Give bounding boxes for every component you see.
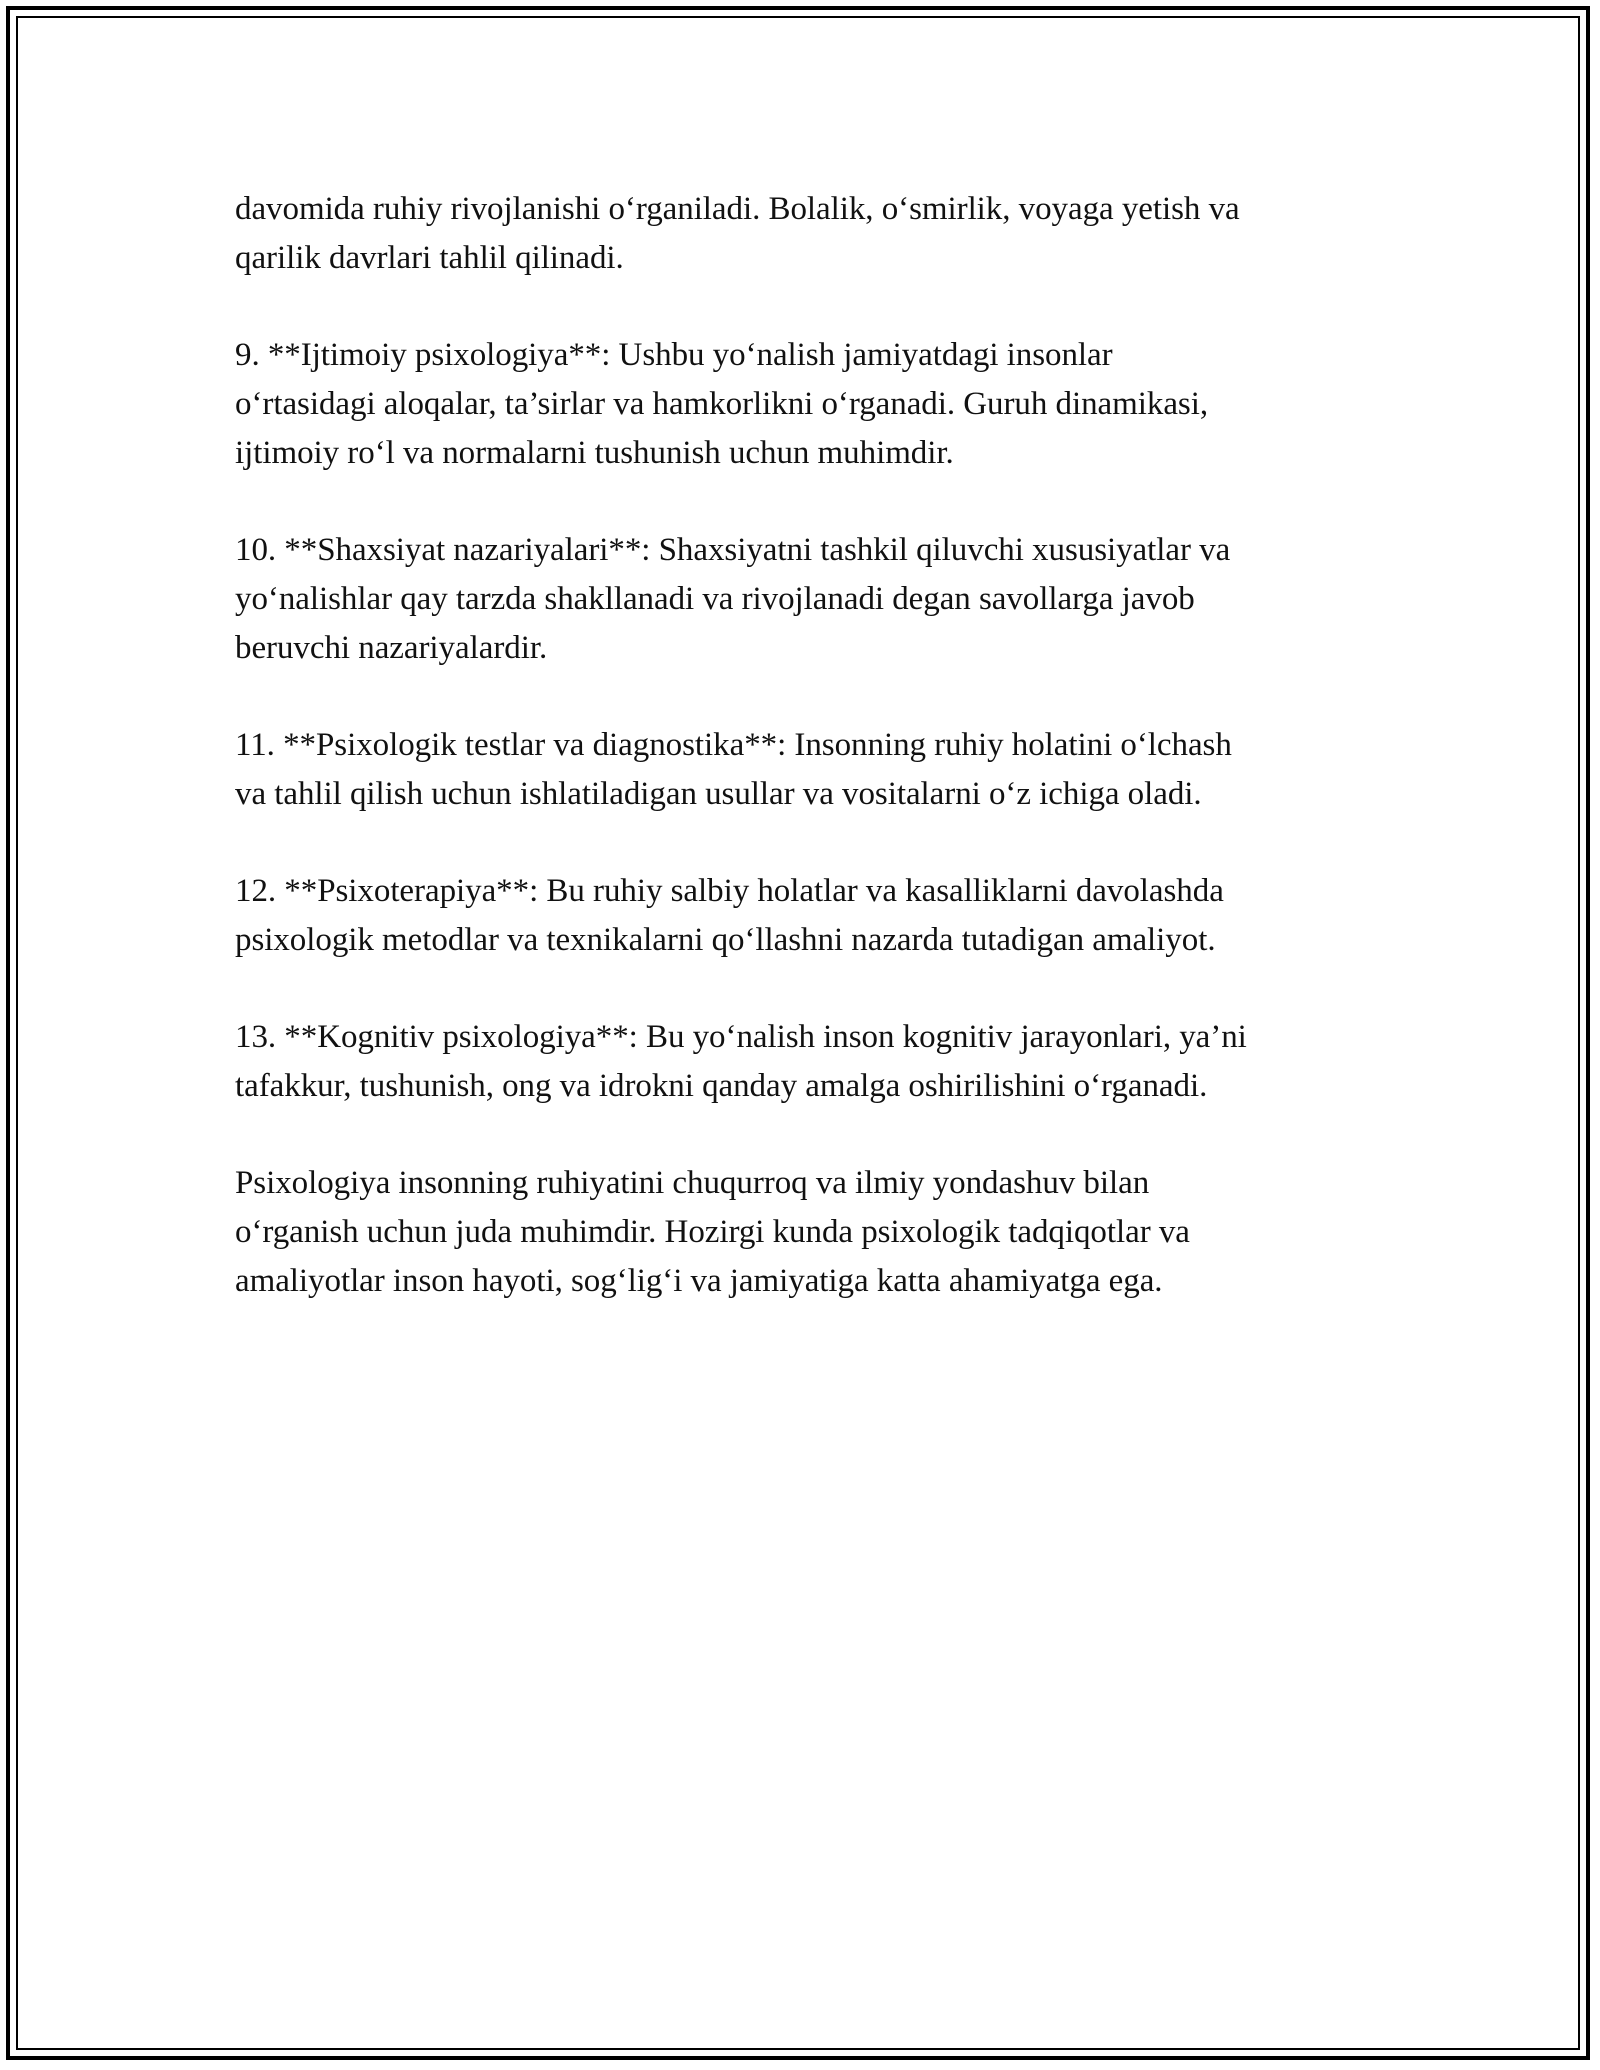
text-line: Psixologiya insonning ruhiyatini chuqurroq va ilmiy yondashuv bilan xyxy=(235,1165,1150,1201)
text-line: qarilik davrlari tahlil qilinadi. xyxy=(235,240,624,276)
text-line: amaliyotlar inson hayoti, sog‘lig‘i va jamiyatiga katta ahamiyatga ega. xyxy=(235,1263,1163,1299)
text-line: va tahlil qilish uchun ishlatiladigan usullar va vositalarni o‘z ichiga oladi. xyxy=(235,776,1202,812)
text-line: 10. **Shaxsiyat nazariyalari**: Shaxsiyatni tashkil qiluvchi xususiyatlar va xyxy=(235,532,1231,568)
paragraph-item-9 xyxy=(235,331,1385,478)
paragraph-conclusion xyxy=(235,1159,1385,1306)
text-line: davomida ruhiy rivojlanishi o‘rganiladi. Bolalik, o‘smirlik, voyaga yetish va xyxy=(235,191,1240,227)
text-line: 9. **Ijtimoiy psixologiya**: Ushbu yo‘nalish jamiyatdagi insonlar xyxy=(235,337,1113,373)
text-line: 13. **Kognitiv psixologiya**: Bu yo‘nalish inson kognitiv jarayonlari, ya’ni xyxy=(235,1019,1247,1055)
paragraph-item-12 xyxy=(235,867,1385,965)
text-line: 11. **Psixologik testlar va diagnostika**: Insonning ruhiy holatini o‘lchash xyxy=(235,727,1232,763)
text-line: tafakkur, tushunish, ong va idrokni qanday amalga oshirilishini o‘rganadi. xyxy=(235,1068,1208,1104)
text-line: yo‘nalishlar qay tarzda shakllanadi va rivojlanadi degan savollarga javob xyxy=(235,581,1195,617)
text-line: 12. **Psixoterapiya**: Bu ruhiy salbiy holatlar va kasalliklarni davolashda xyxy=(235,873,1224,909)
paragraph-item-10 xyxy=(235,526,1385,673)
text-line: psixologik metodlar va texnikalarni qo‘llashni nazarda tutadigan amaliyot. xyxy=(235,922,1216,958)
text-line: o‘rtasidagi aloqalar, ta’sirlar va hamkorlikni o‘rganadi. Guruh dinamikasi, xyxy=(235,386,1209,422)
text-line: ijtimoiy ro‘l va normalarni tushunish uchun muhimdir. xyxy=(235,435,954,471)
paragraph-item-11 xyxy=(235,721,1385,819)
paragraph-development-continued xyxy=(235,185,1385,283)
paragraph-item-13 xyxy=(235,1013,1385,1111)
document-body xyxy=(235,185,1385,1354)
text-line: beruvchi nazariyalardir. xyxy=(235,630,548,666)
text-line: o‘rganish uchun juda muhimdir. Hozirgi kunda psixologik tadqiqotlar va xyxy=(235,1214,1190,1250)
